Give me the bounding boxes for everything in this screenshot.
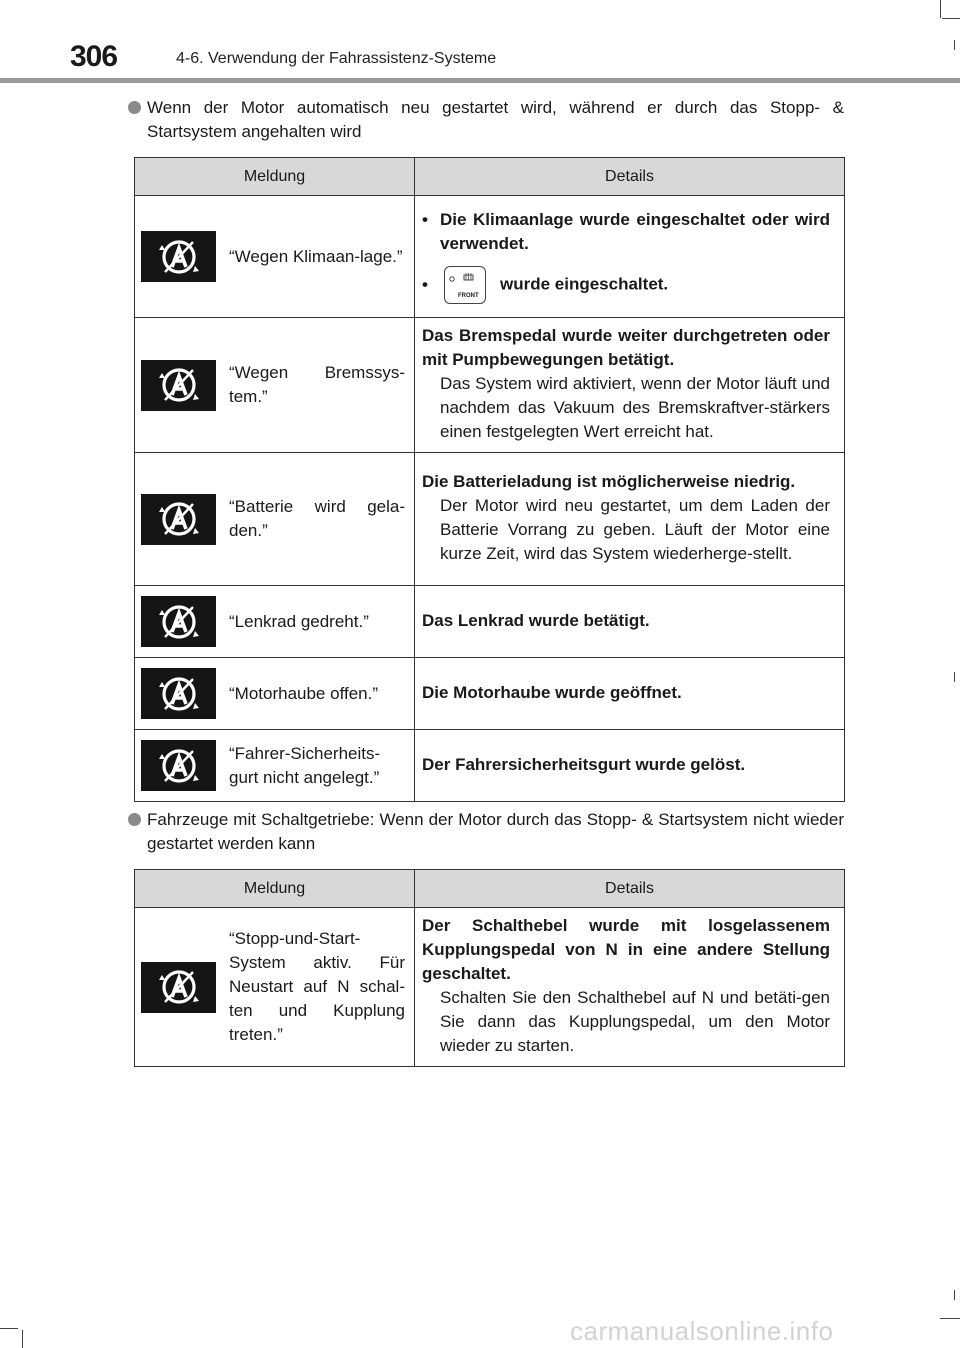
detail-bold-text: Das Bremspedal wurde weiter durchgetreten oder mit Pumpbewegungen betätigt. (422, 326, 830, 369)
detail-bold-text: Die Batterieladung ist möglicherweise niedrig. (422, 472, 796, 491)
page-number: 306 (70, 40, 118, 73)
column-header-details: Details (415, 870, 845, 908)
bullet-dot-icon (128, 101, 141, 114)
stop-start-cancel-icon (141, 962, 216, 1013)
stop-start-cancel-icon (141, 231, 216, 282)
bullet-text: Wenn der Motor automatisch neu gestartet wird, während er durch das Stopp- & Startsystem angehalten wird (147, 98, 844, 141)
bullet-paragraph (128, 96, 844, 144)
list-item: • Die Klimaanlage wurde eingeschaltet oder wird verwendet. (422, 208, 830, 256)
detail-text: Die Klimaanlage wurde eingeschaltet oder wird verwendet. (440, 209, 830, 253)
message-text: “Motorhaube offen.” (229, 683, 378, 703)
table-row (135, 453, 845, 586)
bullet-dot-icon (128, 813, 141, 826)
detail-text: Schalten Sie den Schalthebel auf N und betäti-gen Sie dann das Kupplungspedal, um den Motor wieder zu starten. (440, 988, 830, 1055)
stop-start-cancel-icon (141, 360, 216, 411)
detail-bold-text: Der Fahrersicherheitsgurt wurde gelöst. (422, 754, 746, 774)
stop-start-cancel-icon (141, 668, 216, 719)
section-title: 4-6. Verwendung der Fahrassistenz-Systeme (176, 50, 497, 67)
table-row (135, 730, 845, 802)
message-text: “Wegen Klimaan-lage.” (229, 246, 403, 266)
crop-mark (954, 40, 955, 50)
crop-mark (954, 1290, 955, 1300)
detail-bold-text: Das Lenkrad wurde betätigt. (422, 610, 650, 630)
message-text: “Batterie wird gela-den.” (229, 497, 405, 540)
detail-text: Der Motor wird neu gestartet, um dem Laden der Batterie Vorrang zu geben. Läuft der Motor eine kurze Zeit, wird das System wiederherge-stellt. (440, 496, 830, 563)
table-row (135, 658, 845, 730)
message-table (134, 157, 845, 802)
crop-mark (954, 672, 955, 682)
message-text: “Fahrer-Sicherheits-gurt nicht angelegt.” (229, 743, 381, 787)
list-item: • FRONT wurde eingeschaltet. (422, 266, 830, 304)
column-header-meldung: Meldung (135, 870, 415, 908)
crop-mark (0, 1328, 18, 1329)
message-table (134, 869, 845, 1067)
message-text: “Wegen Bremssys-tem.” (229, 363, 405, 406)
detail-bold-text: Der Schalthebel wurde mit losgelassenem Kupplungspedal von N in eine andere Stellung geschaltet. (422, 916, 830, 983)
detail-text: wurde eingeschaltet. (500, 273, 669, 293)
bullet-paragraph (128, 808, 844, 856)
table-row (135, 318, 845, 453)
watermark: carmanualsonline.info (570, 1316, 834, 1346)
detail-text: Das System wird aktiviert, wenn der Motor läuft und nachdem das Vakuum des Bremskraftver-stärkers einen festgelegten Wert erreicht hat. (440, 374, 830, 441)
table-row (135, 586, 845, 658)
crop-mark (22, 1330, 23, 1348)
stop-start-cancel-icon (141, 740, 216, 791)
crop-mark (940, 0, 941, 18)
stop-start-cancel-icon (141, 494, 216, 545)
column-header-meldung: Meldung (135, 158, 415, 196)
column-header-details: Details (415, 158, 845, 196)
message-text: “Stopp-und-Start-System aktiv. Für Neustart auf N schal-ten und Kupplung treten.” (229, 929, 405, 1044)
message-text: “Lenkrad gedreht.” (229, 611, 369, 631)
front-defroster-button-icon (444, 266, 486, 304)
crop-mark (940, 1318, 960, 1319)
bullet-text: Fahrzeuge mit Schaltgetriebe: Wenn der Motor durch das Stopp- & Startsystem nicht wieder gestartet werden kann (147, 810, 844, 853)
header-divider (0, 78, 960, 83)
table-row (135, 908, 845, 1067)
table-row (135, 196, 845, 318)
crop-mark (942, 18, 960, 19)
detail-bold-text: Die Motorhaube wurde geöffnet. (422, 682, 682, 702)
front-button-label: FRONT (458, 292, 479, 299)
stop-start-cancel-icon (141, 596, 216, 647)
